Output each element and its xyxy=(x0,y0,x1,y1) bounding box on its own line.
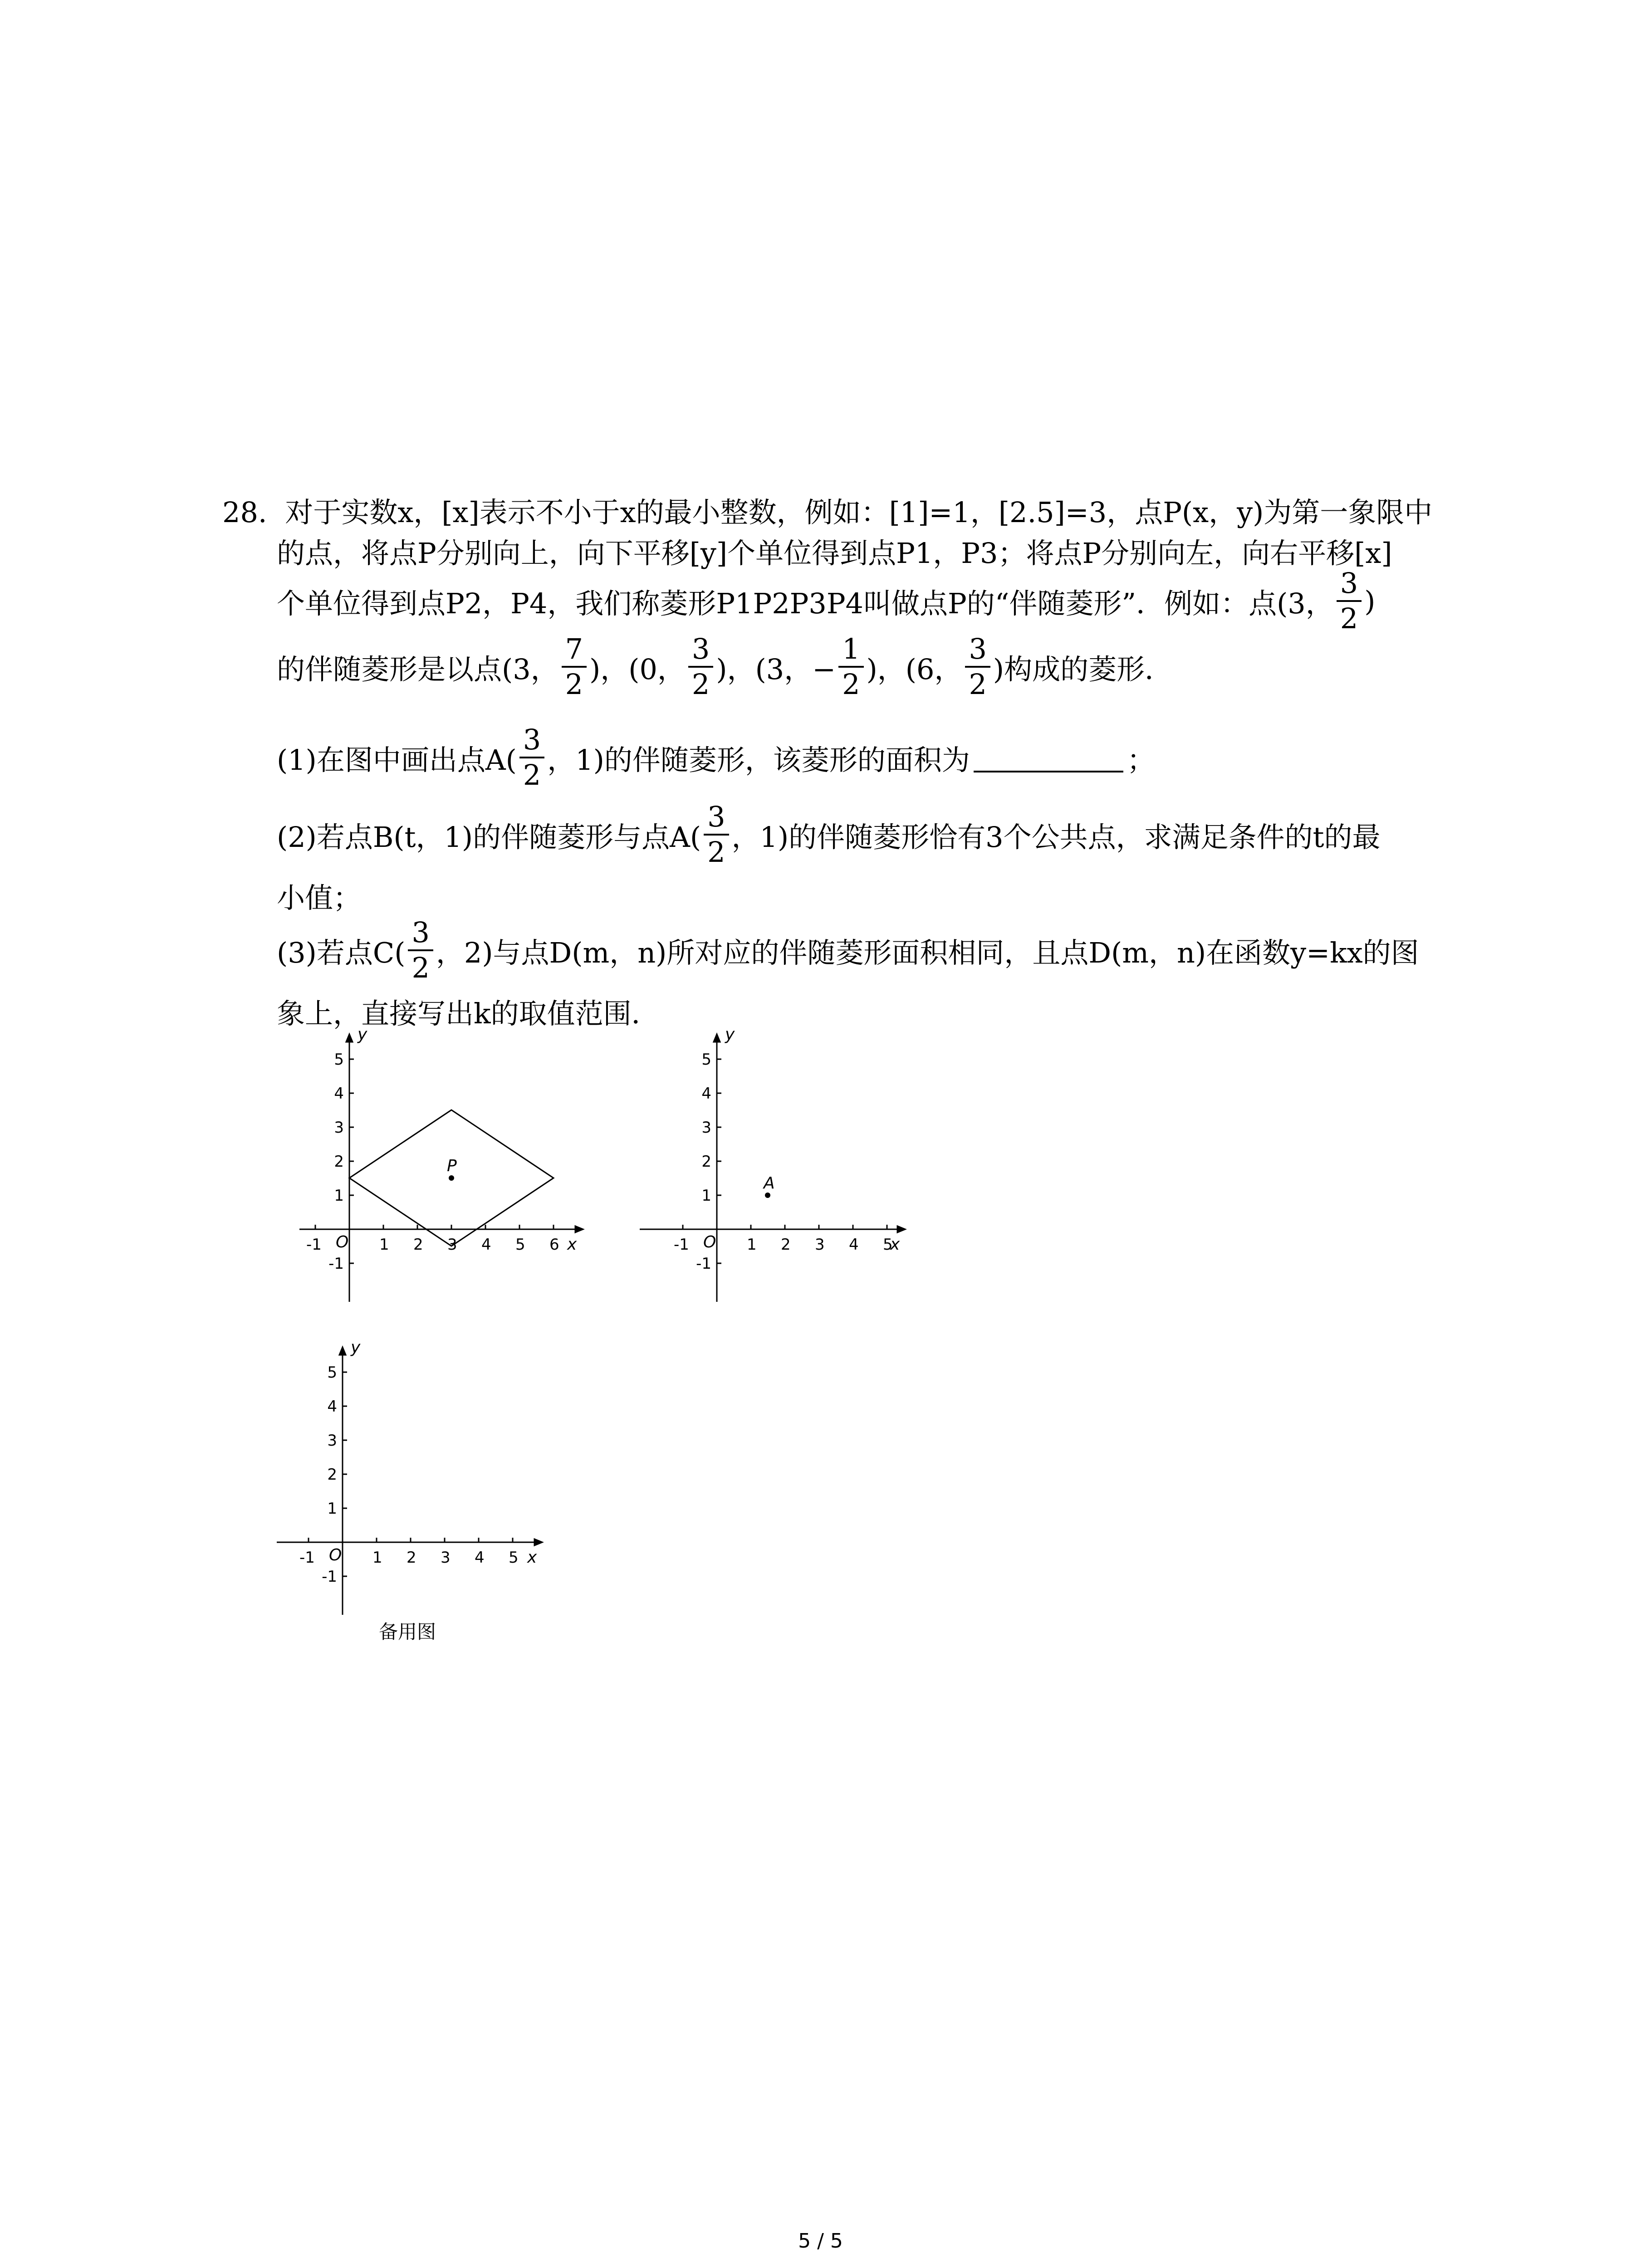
x-axis-arrow-icon xyxy=(534,1539,542,1545)
x-tick-label: 3 xyxy=(447,1236,457,1254)
figure-2-coordinate-plane xyxy=(631,1030,912,1311)
problem-text-2: 的点，将点P分别向上，向下平移[y]个单位得到点P1，P3；将点P分别向左，向右平移[x] xyxy=(277,537,1392,570)
point-p-label: P xyxy=(447,1157,457,1175)
y-tick-label: 5 xyxy=(327,1364,337,1382)
question-3-text-b: ，2)与点D(m，n)所对应的伴随菱形面积相同，且点D(m，n)在函数y=kx的图 xyxy=(436,936,1419,969)
y-tick-label: 4 xyxy=(327,1398,337,1416)
question-2-continued xyxy=(277,875,361,916)
origin-label: O xyxy=(336,1233,349,1251)
y-tick-label: 5 xyxy=(334,1051,344,1069)
question-3-continued xyxy=(277,991,660,1031)
question-1-text-c: ； xyxy=(1127,743,1155,777)
x-tick-label: 4 xyxy=(849,1236,859,1254)
problem-text-4b: )，(0， xyxy=(589,652,686,686)
problem-number: 28. xyxy=(222,496,267,529)
y-tick-label: -1 xyxy=(696,1255,711,1273)
x-tick-label: 2 xyxy=(781,1236,791,1254)
answer-blank[interactable] xyxy=(974,743,1123,772)
x-tick-label: 1 xyxy=(379,1236,389,1254)
y-axis-label: y xyxy=(351,1343,361,1357)
x-tick-label: 5 xyxy=(509,1549,519,1567)
y-axis-arrow-icon xyxy=(339,1347,346,1355)
point-a-label: A xyxy=(764,1174,775,1193)
x-axis-label: x xyxy=(890,1235,900,1254)
x-tick-label: 5 xyxy=(515,1236,525,1254)
x-tick-label: 3 xyxy=(815,1236,825,1254)
problem-text-4c: )，(3，− xyxy=(716,652,836,686)
problem-text-3b: ) xyxy=(1364,584,1376,618)
question-2 xyxy=(277,800,1381,869)
figure-3-spare-coordinate-plane xyxy=(268,1343,549,1624)
y-tick-label: 1 xyxy=(701,1187,711,1205)
page-number: 5 / 5 xyxy=(798,2229,843,2253)
question-2-text-a: (2)若点B(t，1)的伴随菱形与点A( xyxy=(277,820,701,854)
problem-text-4e: )构成的菱形． xyxy=(993,652,1173,686)
problem-text-1: 对于实数x，[x]表示不小于x的最小整数，例如：[1]=1，[2.5]=3，点P(x，y)为第一象限中 xyxy=(285,496,1433,529)
y-tick-label: 2 xyxy=(334,1153,344,1171)
fraction-3-2: $\frac{3}{2}$ xyxy=(688,635,713,699)
y-axis-label: y xyxy=(725,1030,735,1044)
y-axis-arrow-icon xyxy=(714,1034,720,1042)
x-tick-label: -1 xyxy=(299,1549,315,1567)
x-tick-label: 3 xyxy=(441,1549,451,1567)
y-tick-label: 4 xyxy=(701,1085,711,1103)
question-3-text-a: (3)若点C( xyxy=(277,936,406,969)
problem-text-4a: 的伴随菱形是以点(3， xyxy=(277,652,559,686)
question-2-text-c: 小值； xyxy=(277,881,362,914)
origin-label: O xyxy=(329,1546,342,1564)
fraction-3-2: $\frac{3}{2}$ xyxy=(965,635,990,699)
question-1 xyxy=(277,723,1155,792)
x-tick-label: 2 xyxy=(407,1549,416,1567)
problem-line-3 xyxy=(277,569,1375,633)
point-p-marker xyxy=(449,1175,454,1181)
problem-line-2 xyxy=(277,531,1392,571)
y-axis-label: y xyxy=(358,1030,367,1044)
fraction-3-2: $\frac{3}{2}$ xyxy=(704,803,729,866)
y-tick-label: -1 xyxy=(328,1255,344,1273)
question-3-text-c: 象上，直接写出k的取值范围． xyxy=(277,997,660,1030)
question-2-text-b: ，1)的伴随菱形恰有3个公共点，求满足条件的t的最 xyxy=(731,820,1381,854)
x-axis-label: x xyxy=(527,1548,537,1567)
question-1-text-a: (1)在图中画出点A( xyxy=(277,743,517,777)
y-tick-label: 3 xyxy=(327,1432,337,1450)
y-tick-label: -1 xyxy=(322,1568,337,1586)
problem-text-3a: 个单位得到点P2，P4，我们称菱形P1P2P3P4叫做点P的“伴随菱形”．例如：点(3， xyxy=(277,587,1334,620)
y-tick-label: 3 xyxy=(701,1119,711,1137)
fraction-3-2: $\frac{3}{2}$ xyxy=(519,726,544,789)
problem-text-4d: )，(6， xyxy=(866,652,963,686)
y-axis-arrow-icon xyxy=(346,1034,353,1042)
spare-figure-caption: 备用图 xyxy=(379,1621,436,1643)
fraction-7-2: $\frac{7}{2}$ xyxy=(562,635,587,699)
problem-line-4 xyxy=(277,632,1173,701)
x-tick-label: 5 xyxy=(883,1236,893,1254)
fraction-1-2: $\frac{1}{2}$ xyxy=(838,635,863,699)
y-tick-label: 1 xyxy=(334,1187,344,1205)
x-tick-label: 1 xyxy=(372,1549,382,1567)
x-axis-arrow-icon xyxy=(897,1226,905,1232)
x-axis-arrow-icon xyxy=(575,1226,583,1232)
fraction-3-2: $\frac{3}{2}$ xyxy=(1337,569,1362,633)
y-tick-label: 1 xyxy=(327,1500,337,1518)
y-tick-label: 5 xyxy=(701,1051,711,1069)
x-tick-label: 6 xyxy=(549,1236,559,1254)
origin-label: O xyxy=(703,1233,716,1251)
point-a-marker xyxy=(765,1193,770,1198)
question-1-text-b: ，1)的伴随菱形，该菱形的面积为 xyxy=(547,743,970,777)
x-axis-label: x xyxy=(567,1235,577,1254)
x-tick-label: 4 xyxy=(481,1236,491,1254)
problem-line-1 xyxy=(222,490,1432,530)
question-3 xyxy=(277,916,1419,984)
x-tick-label: -1 xyxy=(306,1236,322,1254)
y-tick-label: 3 xyxy=(334,1119,344,1137)
x-tick-label: 1 xyxy=(747,1236,757,1254)
y-tick-label: 4 xyxy=(334,1085,344,1103)
y-tick-label: 2 xyxy=(701,1153,711,1171)
y-tick-label: 2 xyxy=(327,1466,337,1484)
fraction-3-2: $\frac{3}{2}$ xyxy=(408,919,433,982)
x-tick-label: 4 xyxy=(475,1549,485,1567)
x-tick-label: -1 xyxy=(674,1236,689,1254)
x-tick-label: 2 xyxy=(413,1236,423,1254)
figure-1-coordinate-plane xyxy=(290,1030,599,1311)
